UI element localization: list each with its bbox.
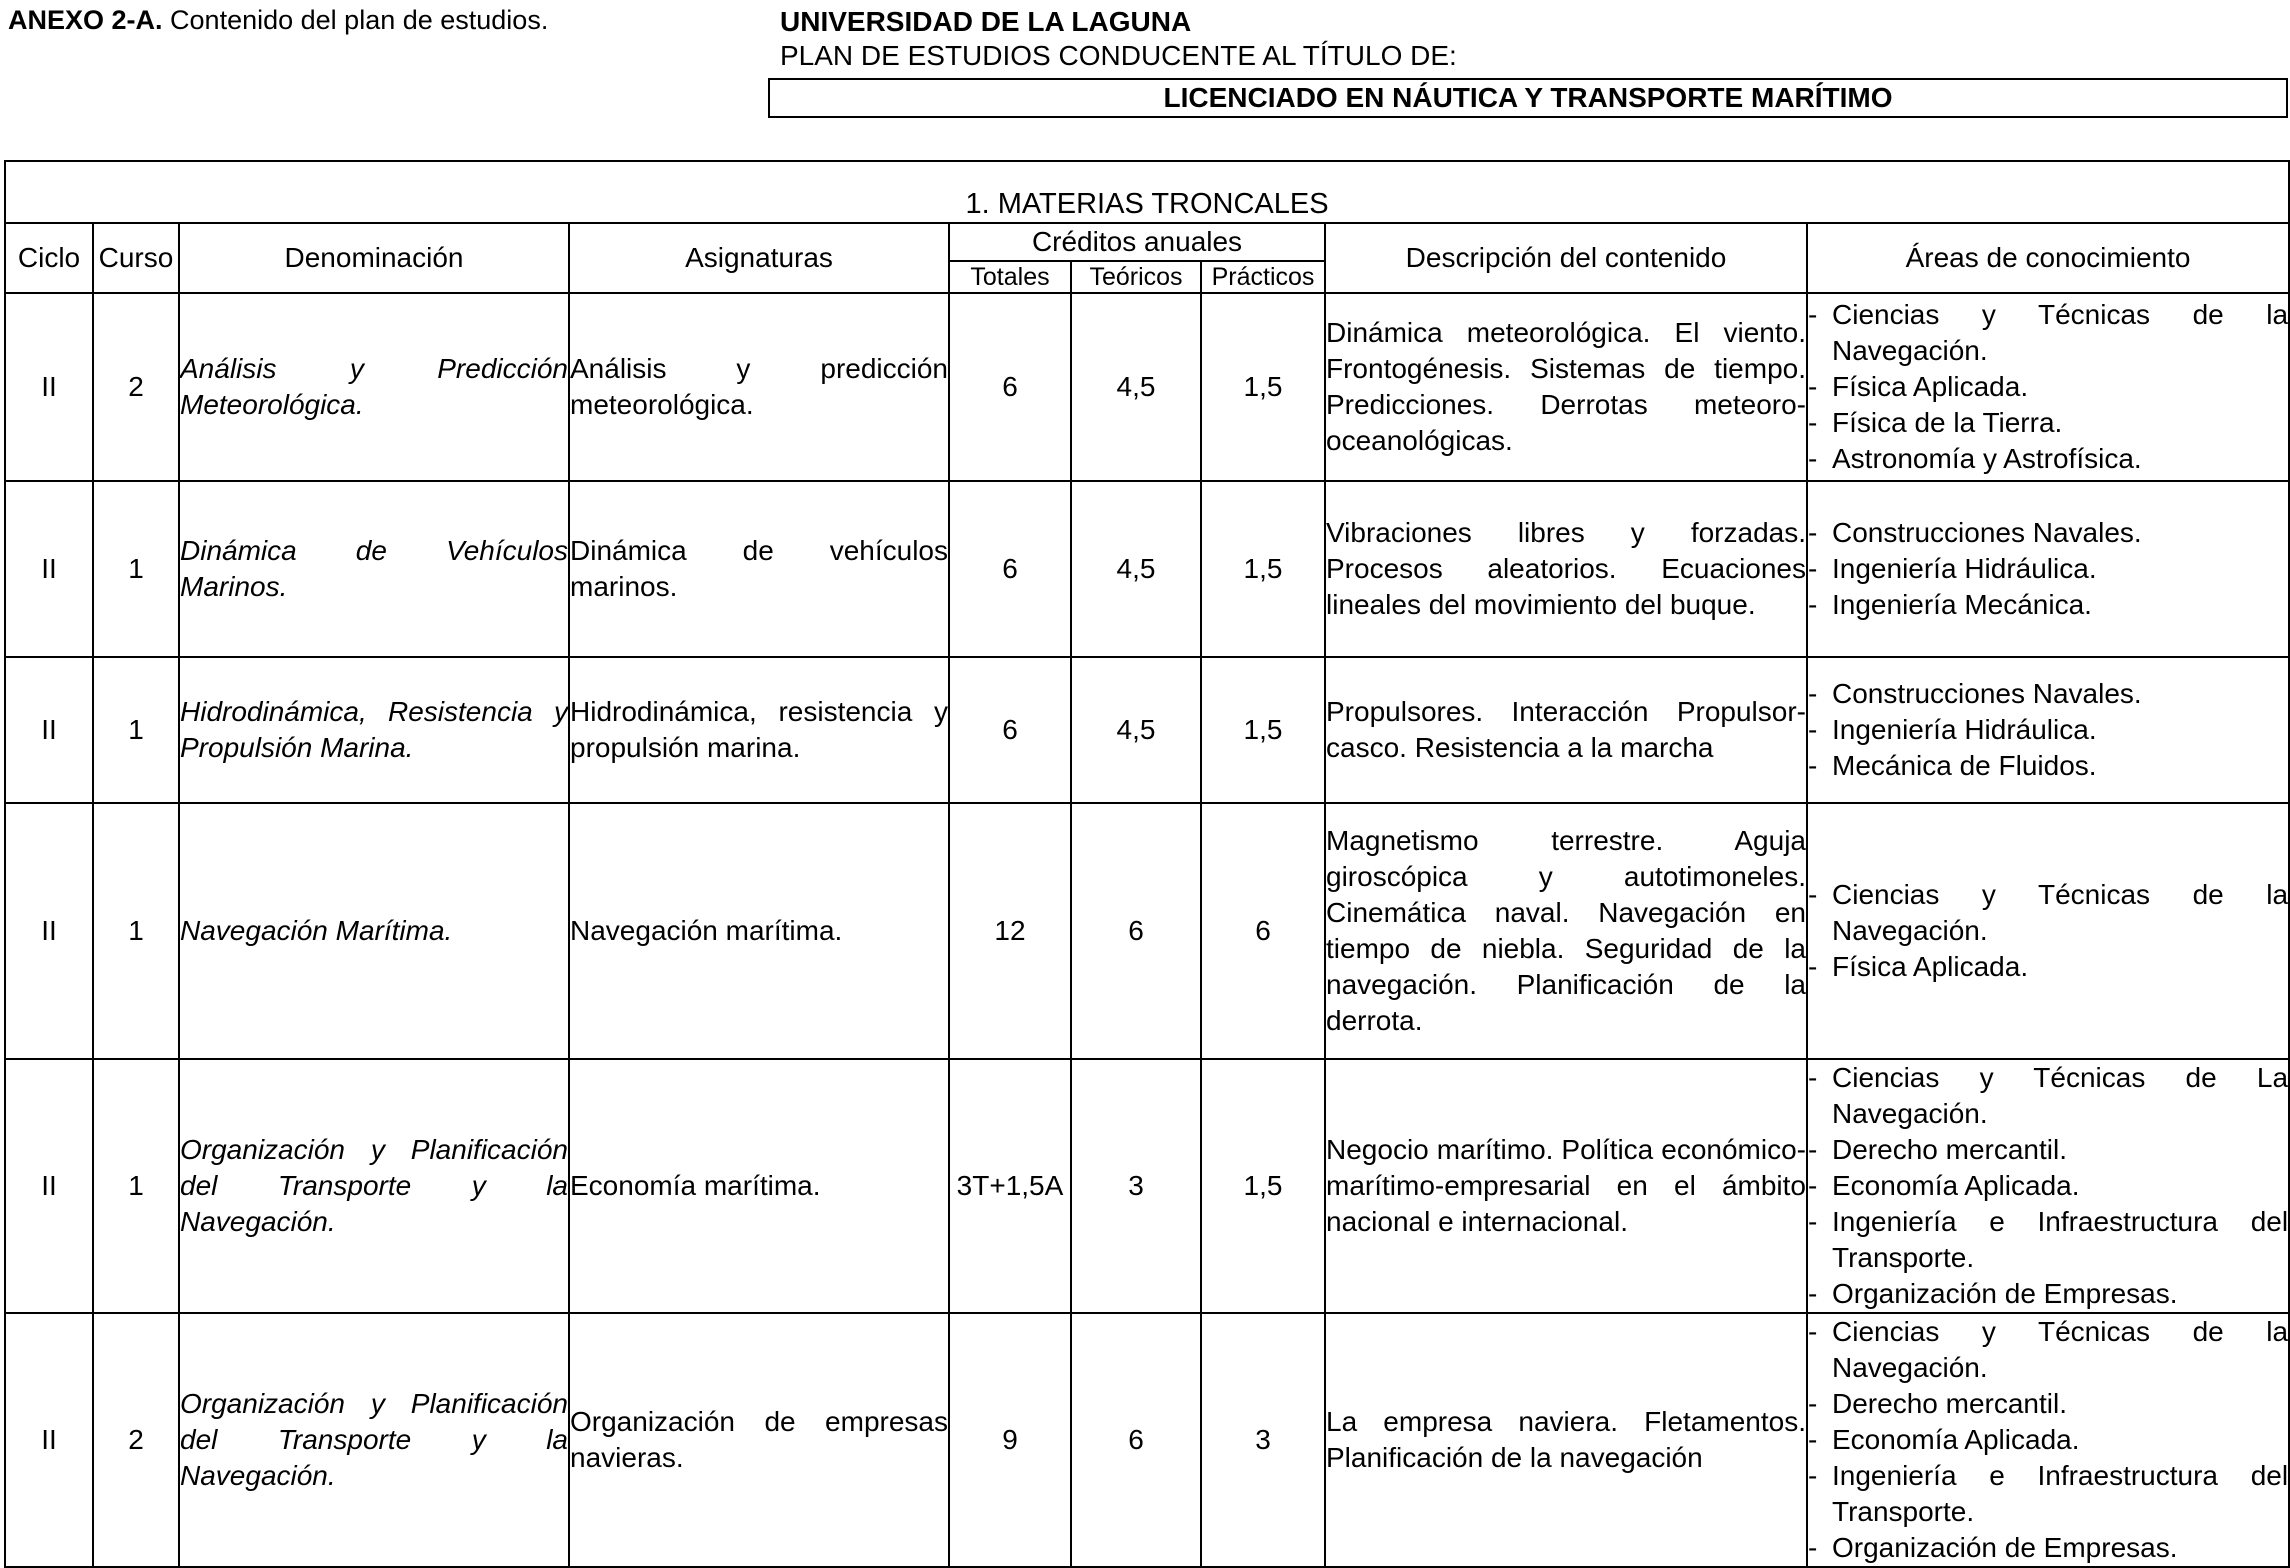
cell-denominacion: Hidrodinámica, Resistencia y Propulsión Marina. — [179, 657, 569, 803]
annex-heading — [8, 2, 548, 38]
cell-curso: 1 — [93, 657, 179, 803]
cell-denominacion: Navegación Marítima. — [179, 803, 569, 1059]
cell-areas — [1807, 657, 2289, 803]
cell-areas — [1807, 1313, 2289, 1567]
cell-denominacion: Organización y Planificación del Transporte y la Navegación. — [179, 1313, 569, 1567]
area-item: - Ingeniería Hidráulica. — [1808, 551, 2288, 587]
annex-text: Contenido del plan de estudios. — [170, 5, 549, 35]
area-item: - Construcciones Navales. — [1808, 515, 2288, 551]
col-asignaturas: Asignaturas — [569, 223, 949, 293]
table-row — [5, 803, 2289, 1059]
cell-descripcion: Dinámica meteorológica. El viento. Frontogénesis. Sistemas de tiempo. Predicciones. Derrotas meteoro-oceanológicas. — [1325, 293, 1807, 481]
cell-practicos: 1,5 — [1201, 481, 1325, 657]
cell-areas — [1807, 1059, 2289, 1313]
area-item: - Astronomía y Astrofísica. — [1808, 441, 2288, 477]
cell-curso: 2 — [93, 293, 179, 481]
cell-curso: 1 — [93, 481, 179, 657]
col-curso: Curso — [93, 223, 179, 293]
cell-teoricos: 4,5 — [1071, 293, 1201, 481]
cell-ciclo: II — [5, 657, 93, 803]
area-item: - Derecho mercantil. — [1808, 1132, 2288, 1168]
cell-practicos: 1,5 — [1201, 657, 1325, 803]
area-item: - Ingeniería Mecánica. — [1808, 587, 2288, 623]
col-teoricos: Teóricos — [1071, 261, 1201, 293]
cell-practicos: 6 — [1201, 803, 1325, 1059]
cell-totales: 6 — [949, 657, 1071, 803]
cell-practicos: 3 — [1201, 1313, 1325, 1567]
cell-curso: 2 — [93, 1313, 179, 1567]
cell-asignaturas: Organización de empresas navieras. — [569, 1313, 949, 1567]
col-areas: Áreas de conocimiento — [1807, 223, 2289, 293]
cell-curso: 1 — [93, 803, 179, 1059]
area-item: - Física Aplicada. — [1808, 369, 2288, 405]
cell-totales: 12 — [949, 803, 1071, 1059]
table-row — [5, 1059, 2289, 1313]
curriculum-table — [4, 160, 2290, 1568]
cell-teoricos: 4,5 — [1071, 657, 1201, 803]
cell-denominacion: Dinámica de Vehículos Marinos. — [179, 481, 569, 657]
area-item: - Derecho mercantil. — [1808, 1386, 2288, 1422]
cell-ciclo: II — [5, 1313, 93, 1567]
cell-teoricos: 4,5 — [1071, 481, 1201, 657]
cell-descripcion: Propulsores. Interacción Propulsor-casco. Resistencia a la marcha — [1325, 657, 1807, 803]
area-item: - Física de la Tierra. — [1808, 405, 2288, 441]
table-row — [5, 481, 2289, 657]
plan-line: PLAN DE ESTUDIOS CONDUCENTE AL TÍTULO DE: — [780, 40, 1457, 71]
area-item: - Ingeniería e Infraestructura del Transporte. — [1808, 1204, 2288, 1276]
table-row — [5, 1313, 2289, 1567]
area-item: - Organización de Empresas. — [1808, 1530, 2288, 1566]
cell-denominacion: Organización y Planificación del Transporte y la Navegación. — [179, 1059, 569, 1313]
cell-teoricos: 6 — [1071, 1313, 1201, 1567]
cell-ciclo: II — [5, 1059, 93, 1313]
area-item: - Construcciones Navales. — [1808, 676, 2288, 712]
area-item: - Economía Aplicada. — [1808, 1168, 2288, 1204]
cell-areas — [1807, 803, 2289, 1059]
cell-descripcion: La empresa naviera. Fletamentos. Planificación de la navegación — [1325, 1313, 1807, 1567]
cell-asignaturas: Análisis y predicción meteorológica. — [569, 293, 949, 481]
table-row — [5, 657, 2289, 803]
col-descripcion: Descripción del contenido — [1325, 223, 1807, 293]
area-item: - Física Aplicada. — [1808, 949, 2288, 985]
cell-areas — [1807, 293, 2289, 481]
cell-practicos: 1,5 — [1201, 1059, 1325, 1313]
cell-ciclo: II — [5, 481, 93, 657]
annex-label: ANEXO 2-A. — [8, 5, 163, 35]
cell-denominacion: Análisis y Predicción Meteorológica. — [179, 293, 569, 481]
cell-descripcion: Magnetismo terrestre. Aguja giroscópica y autotimoneles. Cinemática naval. Navegación en tiempo de niebla. Seguridad de la navegación. Planificación de la derrota. — [1325, 803, 1807, 1059]
area-item: - Ingeniería Hidráulica. — [1808, 712, 2288, 748]
cell-asignaturas: Hidrodinámica, resistencia y propulsión marina. — [569, 657, 949, 803]
cell-ciclo: II — [5, 803, 93, 1059]
area-item: - Ciencias y Técnicas de la Navegación. — [1808, 1314, 2288, 1386]
col-creditos-anuales: Créditos anuales — [949, 223, 1325, 261]
cell-ciclo: II — [5, 293, 93, 481]
degree-title: LICENCIADO EN NÁUTICA Y TRANSPORTE MARÍTIMO — [768, 78, 2288, 118]
area-item: - Organización de Empresas. — [1808, 1276, 2288, 1312]
area-item: - Ciencias y Técnicas de la Navegación. — [1808, 297, 2288, 369]
cell-asignaturas: Navegación marítima. — [569, 803, 949, 1059]
cell-asignaturas: Economía marítima. — [569, 1059, 949, 1313]
cell-practicos: 1,5 — [1201, 293, 1325, 481]
cell-teoricos: 6 — [1071, 803, 1201, 1059]
section-title: 1. MATERIAS TRONCALES — [5, 161, 2289, 223]
area-item: - Ciencias y Técnicas de La Navegación. — [1808, 1060, 2288, 1132]
cell-teoricos: 3 — [1071, 1059, 1201, 1313]
table-row — [5, 293, 2289, 481]
area-item: - Ingeniería e Infraestructura del Transporte. — [1808, 1458, 2288, 1530]
cell-descripcion: Negocio marítimo. Política económico-marítimo-empresarial en el ámbito nacional e internacional. — [1325, 1059, 1807, 1313]
cell-totales: 6 — [949, 293, 1071, 481]
col-denominacion: Denominación — [179, 223, 569, 293]
cell-curso: 1 — [93, 1059, 179, 1313]
col-practicos: Prácticos — [1201, 261, 1325, 293]
university-name: UNIVERSIDAD DE LA LAGUNA — [780, 6, 1192, 37]
col-totales: Totales — [949, 261, 1071, 293]
area-item: - Mecánica de Fluidos. — [1808, 748, 2288, 784]
cell-totales: 9 — [949, 1313, 1071, 1567]
cell-asignaturas: Dinámica de vehículos marinos. — [569, 481, 949, 657]
cell-totales: 3T+1,5A — [949, 1059, 1071, 1313]
cell-areas — [1807, 481, 2289, 657]
area-item: - Ciencias y Técnicas de la Navegación. — [1808, 877, 2288, 949]
cell-totales: 6 — [949, 481, 1071, 657]
area-item: - Economía Aplicada. — [1808, 1422, 2288, 1458]
col-ciclo: Ciclo — [5, 223, 93, 293]
cell-descripcion: Vibraciones libres y forzadas. Procesos aleatorios. Ecuaciones lineales del movimiento del buque. — [1325, 481, 1807, 657]
